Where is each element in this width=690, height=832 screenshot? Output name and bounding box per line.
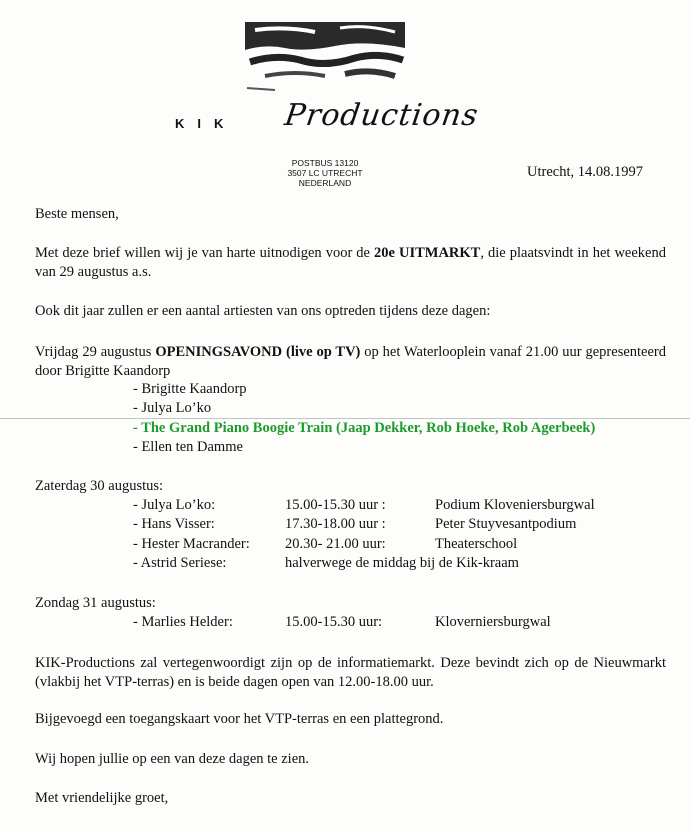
list-item-highlighted: - The Grand Piano Boogie Train (Jaap Dekker, Rob Hoeke, Rob Agerbeek) [133,420,596,436]
address-line: NEDERLAND [298,178,352,188]
venue: Podium Kloveniersburgwal [435,497,595,513]
schedule-row [0,497,690,516]
schedule-row [0,536,690,555]
intro-text: Met deze brief willen wij je van harte uitnodigen voor de [35,245,375,261]
time: 15.00-15.30 uur : [285,497,386,513]
brand-kik: KIK [175,116,237,131]
time: halverwege de middag bij de Kik-kraam [285,555,519,571]
address-line: POSTBUS 13120 [291,158,359,168]
friday-details: op het Waterlooplein vanaf 21.00 uur gepresenteerd door Brigitte Kaandorp [35,344,666,379]
closing: Met vriendelijke groet, [35,790,169,806]
artist: - Marlies Helder: [133,614,233,630]
venue: Kloverniersburgwal [435,614,551,630]
artist: - Hans Visser: [133,516,215,532]
time: 15.00-15.30 uur: [285,614,383,630]
logo-artwork [245,18,405,98]
event-name: 20e UITMARKT [374,245,481,261]
greeting: Beste mensen, [35,206,119,222]
list-item: - Julya Lo’ko [133,400,212,416]
scan-rule [0,418,690,419]
intro-text-end: , die plaatsvindt in het weekend van 29 augustus a.s. [35,245,666,280]
info-paragraph: KIK-Productions zal vertegenwoordigt zijn op de informatiemarkt. Deze bevindt zich op de Nieuwmarkt (vlakbij het VTP-terras) en is beide dagen open van 12.00-18.00 uur. [35,655,666,690]
artists-intro: Ook dit jaar zullen er een aantal artiesten van ons optreden tijdens deze dagen: [35,303,491,319]
list-item: - Ellen ten Damme [133,439,243,455]
saturday-heading: Zaterdag 30 augustus: [35,478,164,494]
friday-date: Vrijdag 29 augustus [35,344,156,360]
schedule-row [0,614,690,633]
venue: Theaterschool [435,536,518,552]
friday-paragraph [35,343,666,381]
brand-productions: Productions [282,98,481,133]
opening-night: OPENINGSAVOND (live op TV) [155,344,361,360]
enclosed-paragraph: Bijgevoegd een toegangskaart voor het VTP-terras en een plattegrond. [35,711,444,727]
artist: - Hester Macrander: [133,536,250,552]
letter-date: Utrecht, 14.08.1997 [527,164,643,180]
time: 20.30- 21.00 uur: [285,536,386,552]
intro-paragraph [35,244,666,282]
schedule-row [0,516,690,535]
time: 17.30-18.00 uur : [285,516,386,532]
artist: - Astrid Seriese: [133,555,227,571]
venue: Peter Stuyvesantpodium [435,516,577,532]
schedule-row [0,555,690,574]
sunday-heading: Zondag 31 augustus: [35,595,156,611]
address-line: 3507 LC UTRECHT [287,168,363,178]
postal-address [270,158,380,188]
artist: - Julya Lo’ko: [133,497,216,513]
list-item: - Brigitte Kaandorp [133,381,247,397]
hope-paragraph: Wij hopen jullie op een van deze dagen te zien. [35,751,309,767]
